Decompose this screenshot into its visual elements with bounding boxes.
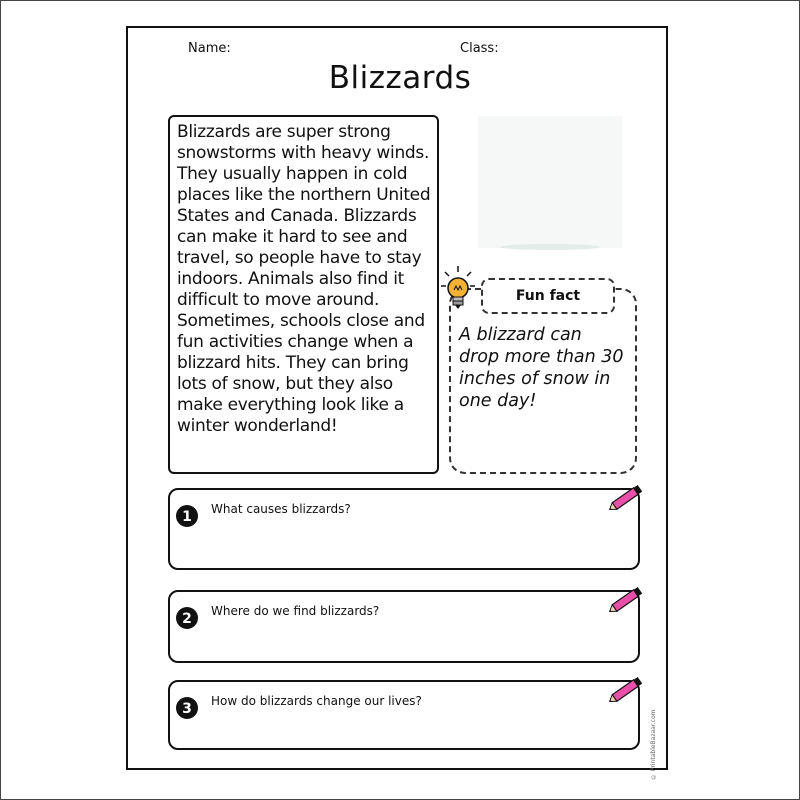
- question-box-1[interactable]: [168, 488, 640, 570]
- fun-fact-text: A blizzard can drop more than 30 inches of snow in one day!: [459, 325, 624, 411]
- illustration-snow: [500, 244, 600, 250]
- svg-text:2: 2: [182, 611, 192, 627]
- question-box-2[interactable]: [168, 590, 640, 663]
- fun-fact-title: Fun fact: [481, 278, 615, 314]
- illustration-image: [478, 116, 622, 248]
- question-text-3: How do blizzards change our lives?: [211, 694, 422, 708]
- page-title: Blizzards: [328, 60, 472, 96]
- svg-text:3: 3: [182, 701, 192, 717]
- question-number-3: [175, 696, 199, 720]
- question-number-2: [175, 606, 199, 630]
- question-box-3[interactable]: [168, 680, 640, 750]
- pencil-icon: [606, 674, 646, 706]
- passage-box: [168, 115, 439, 474]
- class-label: Class:: [460, 41, 499, 56]
- pencil-icon: [606, 482, 646, 514]
- pencil-icon: [606, 584, 646, 616]
- question-text-1: What causes blizzards?: [211, 502, 351, 516]
- question-text-2: Where do we find blizzards?: [211, 604, 380, 618]
- fun-fact-box: [449, 288, 637, 474]
- passage-text: Blizzards are super strong snowstorms with heavy winds. They usually happen in cold places like the northern United States and Canada. Blizzards can make it hard to see and travel, so people have to stay indoors. Animals also find it difficult to move around. Sometimes, schools close and fun activities change when a blizzard hits. They can bring lots of snow, but they also make everything look like a winter wonderland!: [177, 122, 431, 436]
- lightbulb-icon: [440, 264, 476, 316]
- name-label: Name:: [188, 41, 231, 56]
- svg-text:1: 1: [182, 509, 192, 525]
- question-number-1: [175, 504, 199, 528]
- watermark: © PrintableBazaar.com: [650, 709, 657, 780]
